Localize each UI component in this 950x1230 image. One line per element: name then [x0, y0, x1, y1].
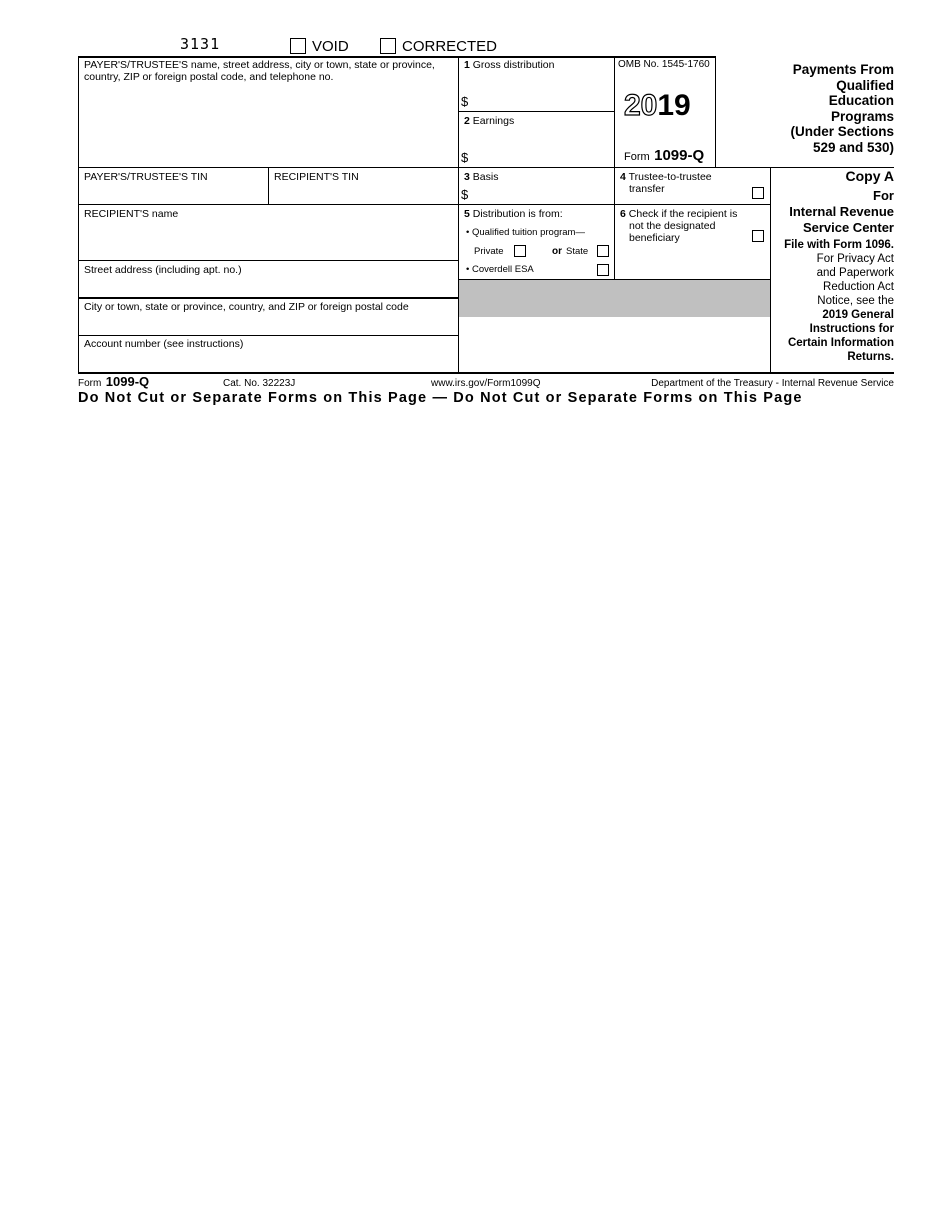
title-line2: Qualified	[836, 77, 894, 93]
private-checkbox[interactable]	[514, 245, 526, 257]
box4-label	[620, 171, 712, 195]
recipient-tin-field[interactable]	[270, 184, 456, 202]
box1-currency: $	[461, 94, 469, 109]
city-label: City or town, state or province, country, and ZIP or foreign postal code	[84, 301, 409, 313]
state-label: State	[566, 246, 589, 257]
shaded-area	[459, 280, 770, 317]
state-checkbox[interactable]	[597, 245, 609, 257]
recipient-name-field[interactable]	[80, 222, 456, 258]
corrected-checkbox[interactable]	[380, 38, 396, 54]
box2-text: Earnings	[472, 115, 515, 127]
not-designated-beneficiary-checkbox[interactable]	[752, 230, 764, 242]
tax-year	[624, 89, 691, 123]
payer-tin-label: PAYER'S/TRUSTEE'S TIN	[84, 171, 208, 183]
copy-privacy-line3: Reduction Act	[823, 281, 894, 293]
box1-label	[464, 59, 554, 71]
box6-text-line2: not the designated	[629, 220, 716, 232]
copy-irs-line1: Internal Revenue	[789, 204, 894, 219]
corrected-label: CORRECTED	[402, 38, 498, 55]
account-number-field[interactable]	[80, 352, 456, 370]
copy-privacy-line5: 2019 General	[822, 309, 894, 321]
copy-for: For	[873, 188, 894, 203]
box3-number: 3	[464, 171, 470, 183]
box2-label	[464, 115, 514, 127]
basis-field[interactable]	[472, 184, 612, 202]
city-field[interactable]	[80, 315, 456, 333]
form-title	[720, 62, 894, 155]
payer-info-field[interactable]	[80, 85, 456, 165]
qualified-tuition-label: • Qualified tuition program—	[466, 227, 585, 238]
earnings-field[interactable]	[472, 144, 612, 164]
void-label: VOID	[312, 38, 349, 55]
box3-label	[464, 171, 498, 183]
title-line6: 529 and 530)	[812, 139, 894, 155]
footer-url: www.irs.gov/Form1099Q	[431, 378, 541, 389]
form-word: Form	[624, 151, 650, 163]
footer-cat-no: Cat. No. 32223J	[223, 378, 296, 389]
box6-label	[620, 208, 737, 244]
do-not-cut-notice: Do Not Cut or Separate Forms on This Page — Do Not Cut or Separate Forms on This Page	[78, 390, 803, 406]
title-line1: Payments From	[792, 62, 894, 77]
copy-irs-line2: Service Center	[802, 219, 894, 235]
tax-year-solid: 19	[657, 89, 691, 122]
box6-text-line1: Check if the recipient is	[628, 208, 738, 220]
title-line3: Education	[828, 93, 894, 108]
box4-text-line1: Trustee-to-trustee	[628, 171, 712, 183]
box1-number: 1	[464, 59, 470, 71]
footer-form-word: Form	[78, 378, 102, 389]
title-line4: Programs	[830, 108, 894, 124]
box5-label	[464, 208, 563, 220]
box4-text-line2: transfer	[629, 183, 665, 195]
street-address-field[interactable]	[80, 278, 456, 295]
box5-text: Distribution is from:	[472, 208, 563, 220]
box4-number: 4	[620, 171, 626, 183]
footer-department: Department of the Treasury - Internal Revenue Service	[651, 378, 894, 389]
copy-privacy-line6: Instructions for	[809, 323, 894, 335]
gross-distribution-field[interactable]	[472, 88, 612, 108]
copy-privacy-line1: For Privacy Act	[816, 253, 894, 265]
box2-number: 2	[464, 115, 470, 127]
form-id-header	[624, 147, 704, 165]
coverdell-label: • Coverdell ESA	[466, 264, 534, 275]
copy-a-block	[772, 168, 894, 364]
footer-form-number: 1099-Q	[105, 374, 150, 389]
street-address-label: Street address (including apt. no.)	[84, 264, 242, 276]
box3-text: Basis	[472, 171, 499, 183]
form-code: 3131	[180, 35, 221, 53]
recipient-tin-label: RECIPIENT'S TIN	[274, 171, 359, 183]
box6-text-line3: beneficiary	[629, 232, 680, 244]
copy-privacy-line2: and Paperwork	[816, 267, 894, 279]
copy-title: Copy A	[845, 168, 894, 184]
omb-number: OMB No. 1545-1760	[618, 59, 710, 70]
tax-year-outline: 20	[624, 89, 658, 122]
void-checkbox[interactable]	[290, 38, 306, 54]
trustee-transfer-checkbox[interactable]	[752, 187, 764, 199]
box6-number: 6	[620, 208, 626, 220]
copy-file-with: File with Form 1096.	[784, 239, 894, 251]
coverdell-checkbox[interactable]	[597, 264, 609, 276]
account-number-label: Account number (see instructions)	[84, 338, 244, 350]
box3-currency: $	[461, 187, 469, 202]
box2-currency: $	[461, 150, 469, 165]
private-label: Private	[474, 246, 504, 257]
box1-text: Gross distribution	[472, 59, 555, 71]
payer-tin-field[interactable]	[80, 184, 266, 202]
title-line5: (Under Sections	[790, 124, 894, 139]
form-id: 1099-Q	[654, 147, 705, 164]
recipient-name-label: RECIPIENT'S name	[84, 208, 179, 220]
copy-privacy-line4: Notice, see the	[817, 295, 894, 307]
payer-info-label: PAYER'S/TRUSTEE'S name, street address, city or town, state or province, country, ZIP or foreign postal code, and telephone no.	[84, 59, 435, 83]
footer-form-id	[78, 373, 149, 391]
copy-privacy-line7: Certain Information	[787, 337, 894, 349]
or-label: or	[552, 246, 562, 257]
box5-number: 5	[464, 208, 470, 220]
copy-privacy-line8: Returns.	[847, 351, 894, 363]
